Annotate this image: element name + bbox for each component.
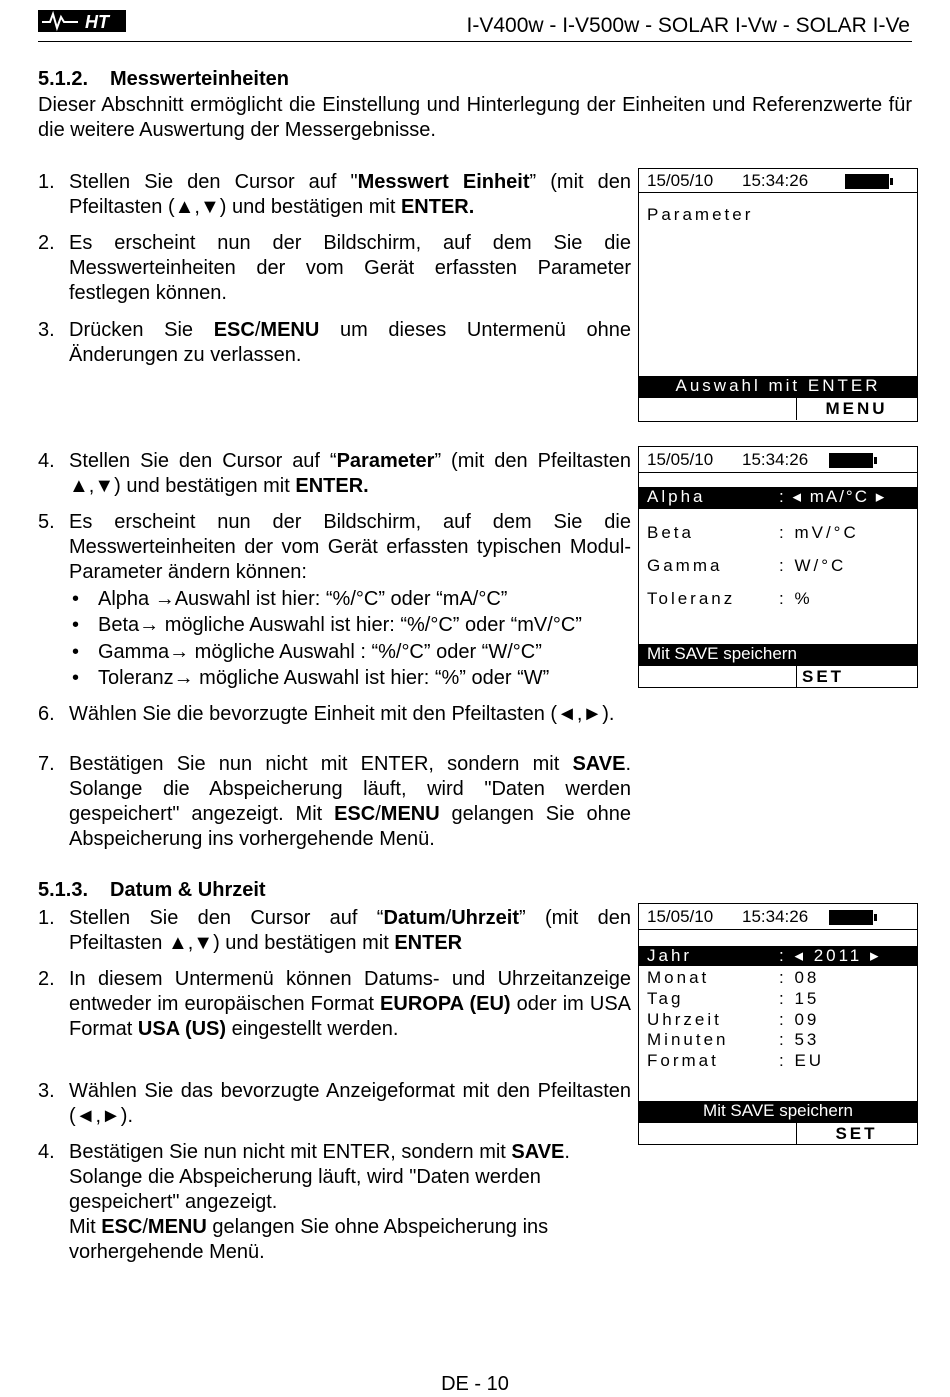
row-value[interactable]: : W/°C	[779, 556, 847, 575]
screen-footer	[639, 666, 917, 688]
row-value[interactable]: : 15	[779, 989, 820, 1008]
screen-status-bar: Auswahl mit ENTER	[639, 376, 917, 398]
screen-divider	[639, 929, 917, 930]
row-label: Format	[647, 1051, 719, 1070]
screen-status-bar: Mit SAVE speichern	[639, 644, 917, 666]
screen-status-bar: Mit SAVE speichern	[639, 1101, 917, 1123]
logo-text: HT	[85, 12, 109, 32]
screen-footer	[639, 1123, 917, 1145]
row-label: Gamma	[647, 556, 723, 575]
row-label: Uhrzeit	[647, 1010, 722, 1029]
row-value[interactable]: : mV/°C	[779, 523, 859, 542]
device-screen-datetime	[638, 903, 918, 1145]
section-heading-512: 5.1.2. Messwerteinheiten	[38, 68, 289, 90]
screen-divider	[639, 192, 917, 193]
screen-date: 15/05/10	[647, 907, 714, 926]
row-value[interactable]: : 09	[779, 1010, 820, 1029]
ht-logo	[38, 8, 128, 34]
section-heading-513: 5.1.3. Datum & Uhrzeit	[38, 879, 266, 901]
menu-item-parameter[interactable]: Parameter	[647, 205, 754, 224]
section-intro: Dieser Abschnitt ermöglicht die Einstellung und Hinterlegung der Einheiten und Referenzwerte für die weitere Auswertung der Messergebnisse.	[38, 94, 912, 141]
selected-row-alpha[interactable]: Alpha : ◂ mA/°C ▸	[639, 487, 917, 509]
row-value[interactable]: : %	[779, 589, 813, 608]
screen-date: 15/05/10	[647, 450, 714, 469]
battery-icon	[845, 174, 889, 189]
screen-time: 15:34:26	[742, 907, 809, 926]
document-title: I-V400w - I-V500w - SOLAR I-Vw - SOLAR I-Ve	[466, 14, 910, 37]
screen-footer	[639, 398, 917, 420]
set-softkey[interactable]: SET	[802, 667, 845, 686]
menu-softkey[interactable]: MENU	[825, 399, 888, 418]
row-label: Minuten	[647, 1030, 729, 1049]
row-label: Tag	[647, 989, 684, 1008]
row-label: Toleranz	[647, 589, 736, 608]
row-value[interactable]: : 53	[779, 1030, 820, 1049]
device-screen-parameter	[638, 168, 918, 422]
selected-row-jahr[interactable]: Jahr : ◂ 2011 ▸	[639, 946, 917, 966]
row-label: Beta	[647, 523, 694, 542]
battery-icon	[829, 453, 873, 468]
screen-time: 15:34:26	[742, 450, 809, 469]
screen-date: 15/05/10	[647, 171, 714, 190]
device-screen-units	[638, 446, 918, 688]
screen-divider	[639, 472, 917, 473]
set-softkey[interactable]: SET	[835, 1124, 878, 1143]
page-number: DE - 10	[441, 1373, 509, 1395]
row-value[interactable]: : 08	[779, 968, 820, 987]
battery-icon	[829, 910, 873, 925]
header-rule	[38, 41, 912, 42]
screen-time: 15:34:26	[742, 171, 809, 190]
row-value[interactable]: : EU	[779, 1051, 825, 1070]
row-label: Monat	[647, 968, 710, 987]
